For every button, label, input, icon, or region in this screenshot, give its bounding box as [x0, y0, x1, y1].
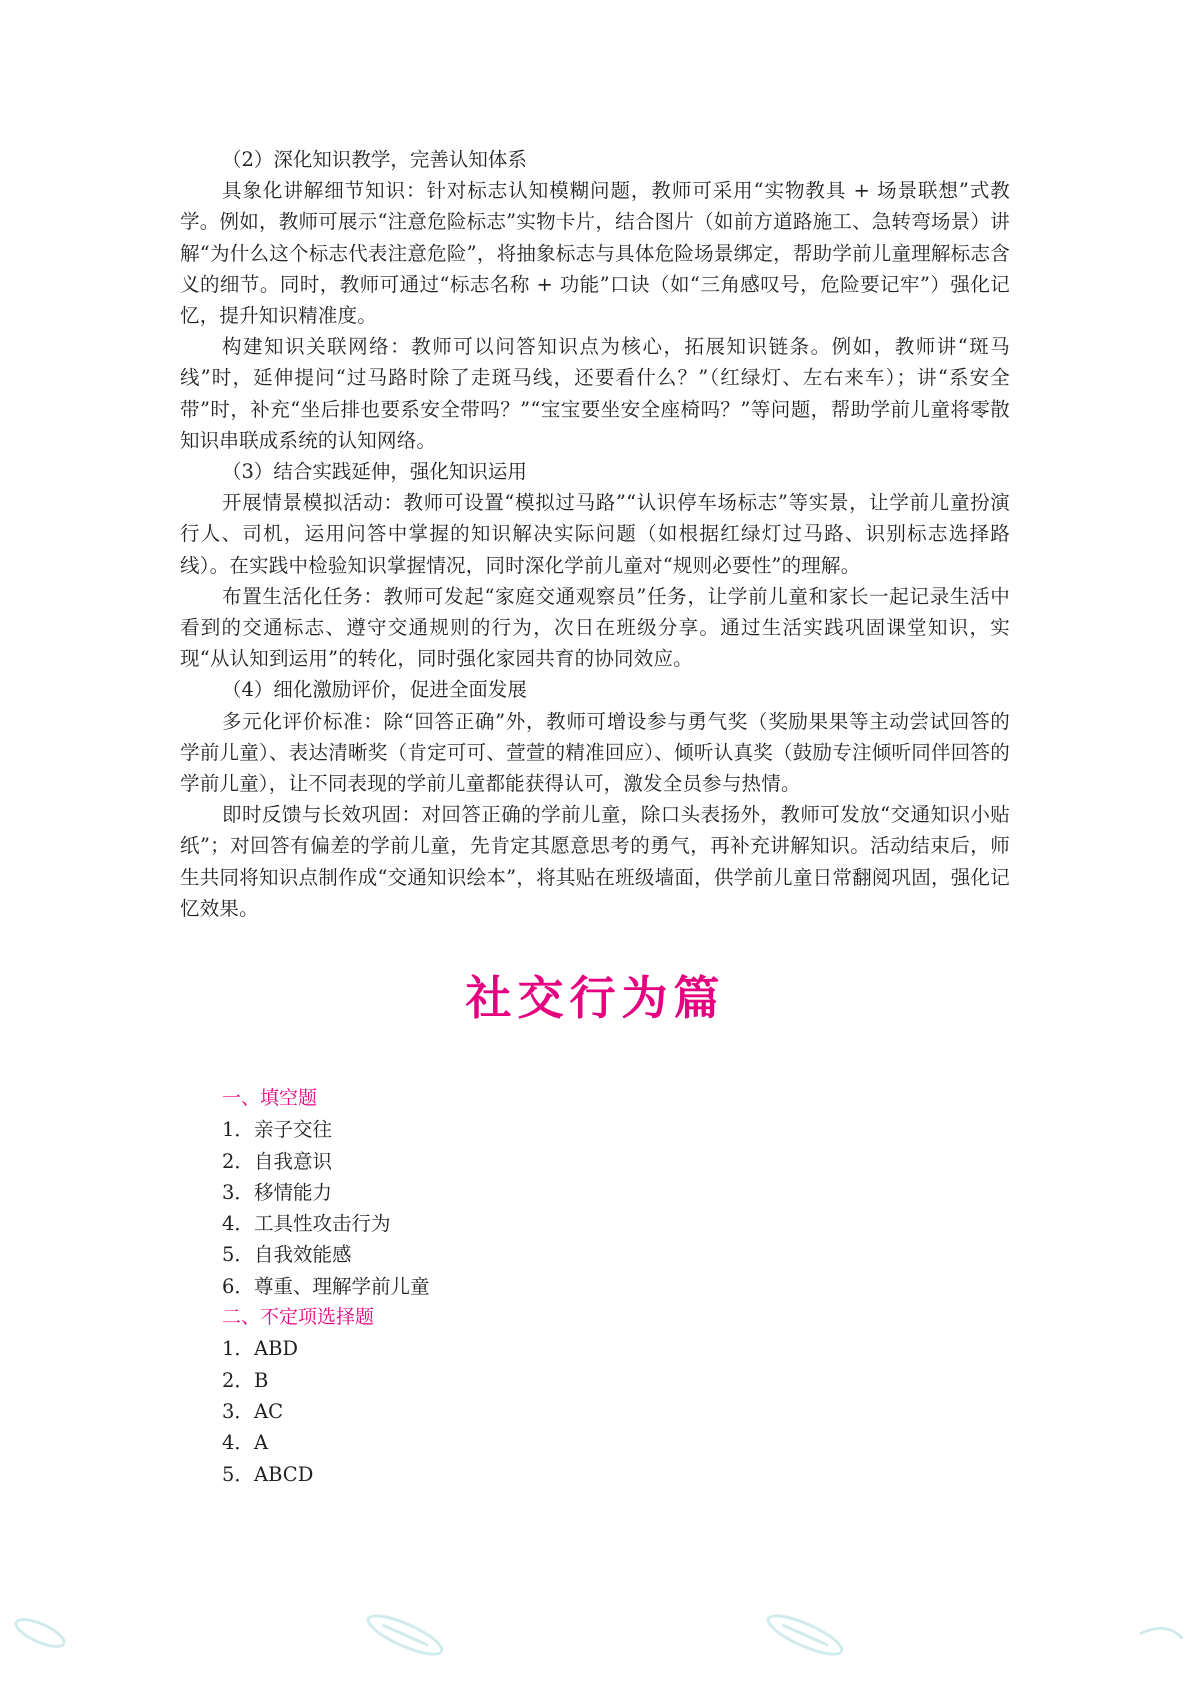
answer-item: 4．工具性攻击行为 [222, 1212, 391, 1236]
answer-item: 5．ABCD [222, 1462, 314, 1486]
answer-item: 1．亲子交往 [222, 1118, 333, 1142]
answer-item: 4．A [222, 1431, 269, 1455]
answer-item: 6．尊重、理解学前儿童 [222, 1274, 430, 1298]
paragraph: 多元化评价标准：除“回答正确”外，教师可增设参与勇气奖（奖励果果等主动尝试回答的学前儿童）、表达清晰奖（肯定可可、萱萱的精准回应）、倾听认真奖（鼓励专注倾听同伴回答的学前儿童），让不同表现的学前儿童都能获得认可，激发全员参与热情。 [180, 709, 1010, 796]
answer-item: 2．自我意识 [222, 1149, 333, 1173]
answer-item: 1．ABD [222, 1337, 299, 1361]
subheading-2: （2）深化知识教学，完善认知体系 [222, 148, 527, 171]
body-text [180, 144, 1010, 924]
section-heading-multiple-choice: 二、不定项选择题 [222, 1306, 375, 1329]
subheading-4: （4）细化激励评价，促进全面发展 [222, 678, 527, 702]
paragraph: 具象化讲解细节知识：针对标志认知模糊问题，教师可采用“实物教具 + 场景联想”式教学。例如，教师可展示“注意危险标志”实物卡片，结合图片（如前方道路施工、急转弯场景）讲解“为什么这个标志代表注意危险”，将抽象标志与具体危险场景绑定，帮助学前儿童理解标志含义的细节。同时，教师可通过“标志名称 + 功能”口诀（如“三角感叹号，危险要记牢”）强化记忆，提升知识精准度。 [180, 179, 1010, 328]
section-heading-fill-blank: 一、填空题 [222, 1087, 318, 1109]
watermark-logo-icon [357, 1601, 453, 1669]
answer-section-1 [222, 1083, 922, 1490]
paragraph: 开展情景模拟活动：教师可设置“模拟过马路”“认识停车场标志”等实景，让学前儿童扮演行人、司机，运用问答中掌握的知识解决实际问题（如根据红绿灯过马路、识别标志选择路线）。在实践中检验知识掌握情况，同时深化学前儿童对“规则必要性”的理解。 [180, 491, 1010, 577]
paragraph: 构建知识关联网络：教师可以问答知识点为核心，拓展知识链条。例如，教师讲“斑马线”时，延伸提问“过马路时除了走斑马线，还要看什么？”（红绿灯、左右来车）；讲“系安全带”时，补充“坐后排也要系安全带吗？”“宝宝要坐安全座椅吗？”等问题，帮助学前儿童将零散知识串联成系统的认知网络。 [180, 335, 1010, 452]
subheading-3: （3）结合实践延伸，强化知识运用 [222, 460, 527, 484]
paragraph: 布置生活化任务：教师可发起“家庭交通观察员”任务，让学前儿童和家长一起记录生活中看到的交通标志、遵守交通规则的行为，次日在班级分享。通过生活实践巩固课堂知识，实现“从认知到运用”的转化，同时强化家园共育的协同效应。 [180, 584, 1010, 671]
chapter-title: 社交行为篇 [465, 971, 726, 1025]
watermark-logo-icon [1136, 1610, 1189, 1656]
paragraph: 即时反馈与长效巩固：对回答正确的学前儿童，除口头表扬外，教师可发放“交通知识小贴纸”；对回答有偏差的学前儿童，先肯定其愿意思考的勇气，再补充讲解知识。活动结束后，师生共同将知识点制作成“交通知识绘本”，将其贴在班级墙面，供学前儿童日常翻阅巩固，强化记忆效果。 [180, 803, 1010, 920]
answer-item: 5．自我效能感 [222, 1243, 352, 1267]
watermark-logo-icon [6, 1607, 73, 1659]
answer-item: 3．移情能力 [222, 1180, 333, 1204]
answer-item: 3．AC [222, 1399, 284, 1423]
answer-item: 2．B [222, 1368, 269, 1392]
watermark-logo-icon [757, 1601, 853, 1669]
